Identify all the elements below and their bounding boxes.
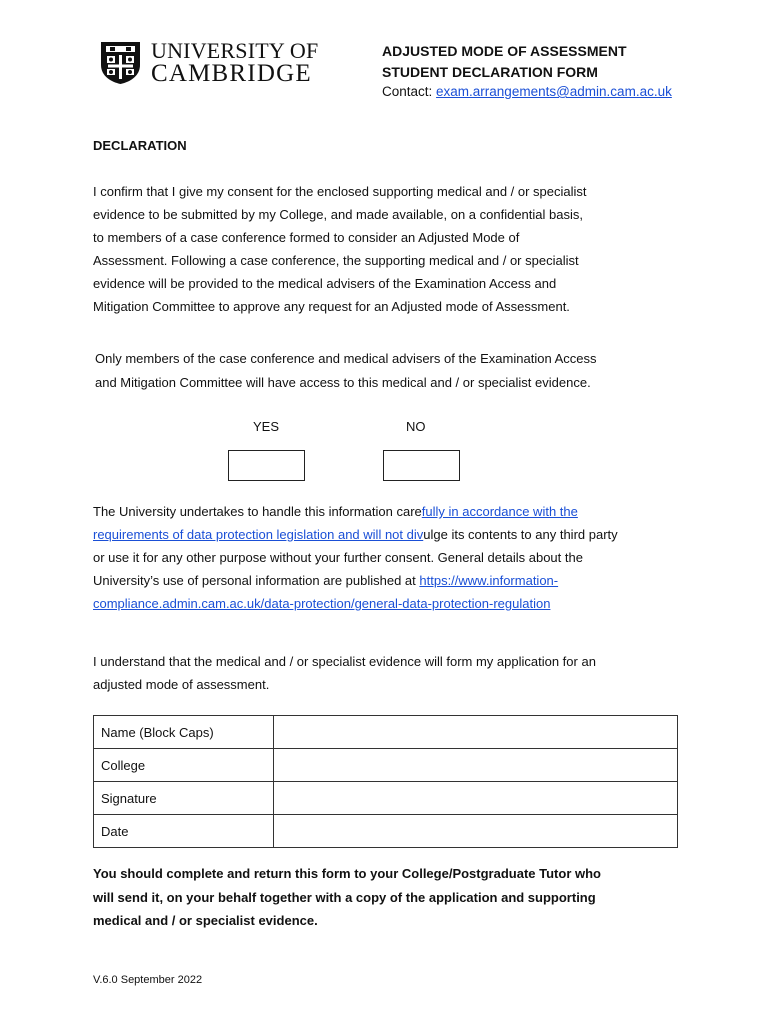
declaration-heading: DECLARATION — [93, 138, 187, 153]
student-details-table — [93, 715, 678, 848]
privacy-link-fragment[interactable]: requirements of data protection legislation and will not div — [93, 527, 424, 542]
table-row — [94, 815, 678, 848]
yes-checkbox[interactable] — [228, 450, 305, 481]
privacy-link-fragment[interactable]: fully in accordance with the — [421, 504, 578, 519]
understand-line: I understand that the medical and / or specialist evidence will form my application for an — [93, 654, 596, 669]
privacy-line — [93, 523, 618, 546]
no-checkbox[interactable] — [383, 450, 460, 481]
instruction-line: medical and / or specialist evidence. — [93, 913, 318, 928]
signature-label: Signature — [94, 782, 274, 815]
contact-email-link[interactable]: exam.arrangements@admin.cam.ac.uk — [436, 84, 672, 99]
contact-label: Contact: — [382, 84, 437, 99]
logo-line-university-of: UNIVERSITY OF — [151, 38, 319, 63]
form-title-line2: STUDENT DECLARATION FORM — [382, 64, 598, 80]
table-row — [94, 782, 678, 815]
privacy-text: The University undertakes to handle this information care — [93, 504, 422, 519]
table-row — [94, 749, 678, 782]
signature-field[interactable] — [274, 782, 678, 815]
access-line: and Mitigation Committee will have access to this medical and / or specialist evidence. — [95, 375, 591, 390]
date-field[interactable] — [274, 815, 678, 848]
no-label: NO — [406, 419, 426, 434]
college-field[interactable] — [274, 749, 678, 782]
yes-label: YES — [253, 419, 280, 434]
understand-line: adjusted mode of assessment. — [93, 677, 270, 692]
table-row — [94, 716, 678, 749]
name-field[interactable] — [274, 716, 678, 749]
university-crest-icon — [100, 41, 141, 85]
privacy-paragraph — [93, 500, 618, 615]
contact-line — [382, 84, 672, 99]
consent-line: evidence to be submitted by my College, and made available, on a confidential basis, — [93, 207, 583, 222]
name-label: Name (Block Caps) — [94, 716, 274, 749]
instruction-line: You should complete and return this form to your College/Postgraduate Tutor who — [93, 866, 601, 881]
version-footer: V.6.0 September 2022 — [93, 974, 203, 986]
access-line: Only members of the case conference and medical advisers of the Examination Access — [95, 351, 597, 366]
logo-line-cambridge: CAMBRIDGE — [151, 60, 312, 87]
privacy-text: ulge its contents to any third party — [423, 527, 618, 542]
consent-paragraph — [93, 180, 587, 318]
college-label: College — [94, 749, 274, 782]
consent-line: Assessment. Following a case conference, the supporting medical and / or specialist — [93, 253, 579, 268]
understand-paragraph — [93, 650, 596, 696]
gdpr-url-link[interactable]: https://www.information- — [419, 573, 559, 588]
form-title-line1: ADJUSTED MODE OF ASSESSMENT — [382, 43, 627, 59]
consent-line: Mitigation Committee to approve any request for an Adjusted mode of Assessment. — [93, 299, 570, 314]
university-logo — [100, 38, 330, 87]
privacy-line: or use it for any other purpose without your further consent. General details about the — [93, 550, 583, 565]
privacy-text: University’s use of personal information are published at — [93, 573, 420, 588]
date-label: Date — [94, 815, 274, 848]
consent-line: evidence will be provided to the medical advisers of the Examination Access and — [93, 276, 557, 291]
submission-instructions — [93, 862, 601, 933]
privacy-line — [93, 500, 618, 523]
consent-line: I confirm that I give my consent for the enclosed supporting medical and / or specialist — [93, 184, 587, 199]
privacy-line — [93, 569, 618, 592]
consent-line: to members of a case conference formed to consider an Adjusted Mode of — [93, 230, 520, 245]
privacy-line — [93, 592, 618, 615]
access-paragraph — [95, 347, 596, 395]
gdpr-url-link[interactable]: compliance.admin.cam.ac.uk/data-protection/general-data-protection-regulation — [93, 596, 551, 611]
instruction-line: will send it, on your behalf together with a copy of the application and supporting — [93, 889, 596, 905]
